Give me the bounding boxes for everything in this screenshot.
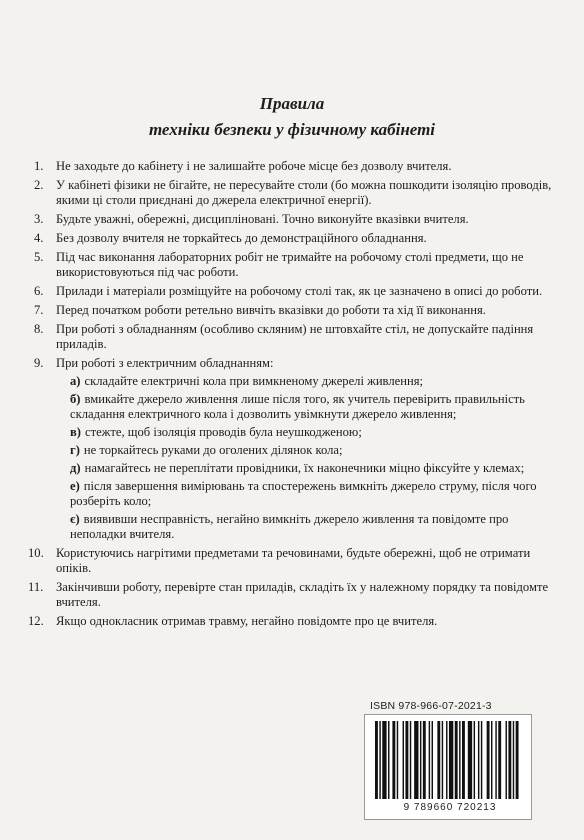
rule-text: У кабінеті фізики не бігайте, не пересувайте столи (бо можна пошкодити ізоляцію проводів, якими ці столи приєднані до джерела електричної енергії). [56,178,552,207]
rule-number: 9. [34,356,44,370]
subitem-mark: е) [70,479,80,493]
rule-number: 8. [34,322,44,336]
rule-number: 3. [34,212,44,226]
subitem-text: стежте, щоб ізоляція проводів була неушкодженою; [85,425,362,439]
rule-number: 7. [34,303,44,317]
subitem-text: виявивши несправність, негайно вимкніть джерело живлення та повідомте про неполадки вчителя. [70,512,509,541]
safety-rules-list [28,159,554,633]
subitem-text: намагайтесь не переплітати провідники, їх наконечники міцно фіксуйте у клемах; [84,461,525,475]
rule-text: Закінчивши роботу, перевірте стан приладів, складіть їх у належному порядку та повідомте вчителя. [56,580,549,609]
rule-item [34,303,554,318]
rule-item [34,159,554,174]
subitem [56,425,554,440]
subitem-text: після завершення вимірювань та спостережень вимкніть джерело струму, після чого розберіть коло; [70,479,537,508]
isbn-barcode [364,714,532,820]
rule-number: 2. [34,178,44,192]
subitem [56,461,554,476]
rule-item [34,212,554,227]
subitem-text: не торкайтесь руками до оголених ділянок кола; [83,443,343,457]
subitem [56,512,554,542]
subitem [56,392,554,422]
rule-text: Прилади і матеріали розміщуйте на робочому столі так, як це зазначено в описі до роботи. [56,284,543,298]
rule-text: Якщо однокласник отримав травму, негайно повідомте про це вчителя. [56,614,438,628]
rule-item [34,284,554,299]
rule-number: 4. [34,231,44,245]
subitem-mark: є) [70,512,80,526]
rule-item [34,231,554,246]
subitem-text: складайте електричні кола при вимкненому джерелі живлення; [84,374,423,388]
rule-number: 5. [34,250,44,264]
rule-number: 1. [34,159,44,173]
rule-text: Без дозволу вчителя не торкайтесь до демонстраційного обладнання. [56,231,427,245]
rule-text: При роботі з обладнанням (особливо скляним) не штовхайте стіл, не допускайте падіння приладів. [56,322,534,351]
rule-item [34,356,554,542]
subitem [56,374,554,389]
rule-text: При роботі з електричним обладнанням: [56,356,274,370]
rule-text: Перед початком роботи ретельно вивчіть вказівки до роботи та хід її виконання. [56,303,486,317]
subitem [56,479,554,509]
subitem-text: вмикайте джерело живлення лише після того, як учитель перевірить правильність складання електричного кола і дозволить увімкнути джерело живлення; [70,392,525,421]
rule-number: 12. [28,614,44,628]
page-subtitle: техніки безпеки у фізичному кабінеті [148,120,436,139]
barcode-digits: 9 789660 720213 [403,802,497,813]
subitem-mark: а) [70,374,81,388]
subitem-mark: г) [70,443,80,457]
rule-text: Користуючись нагрітими предметами та речовинами, будьте обережні, щоб не отримати опіків. [56,546,531,575]
rule-text: Будьте уважні, обережні, дисципліновані. Точно виконуйте вказівки вчителя. [56,212,469,226]
subitem-mark: д) [70,461,81,475]
rule-item [28,614,554,629]
subitem-mark: б) [70,392,81,406]
rule-text: Не заходьте до кабінету і не залишайте робоче місце без дозволу вчителя. [56,159,452,173]
rule-number: 6. [34,284,44,298]
rule-item [34,322,554,352]
rule-item [34,178,554,208]
page-title: Правила [259,94,325,113]
rule-item [28,546,554,576]
rule-item [28,580,554,610]
rule-number: 10. [28,546,44,560]
barcode-bars-icon [371,719,525,801]
rule-number: 11. [28,580,44,594]
rule-text: Під час виконання лабораторних робіт не тримайте на робочому столі предмети, що не використовуються під час роботи. [56,250,524,279]
rule-item [34,250,554,280]
subitem [56,443,554,458]
subitem-mark: в) [70,425,81,439]
isbn-label: ISBN 978-966-07-2021-3 [370,700,492,712]
